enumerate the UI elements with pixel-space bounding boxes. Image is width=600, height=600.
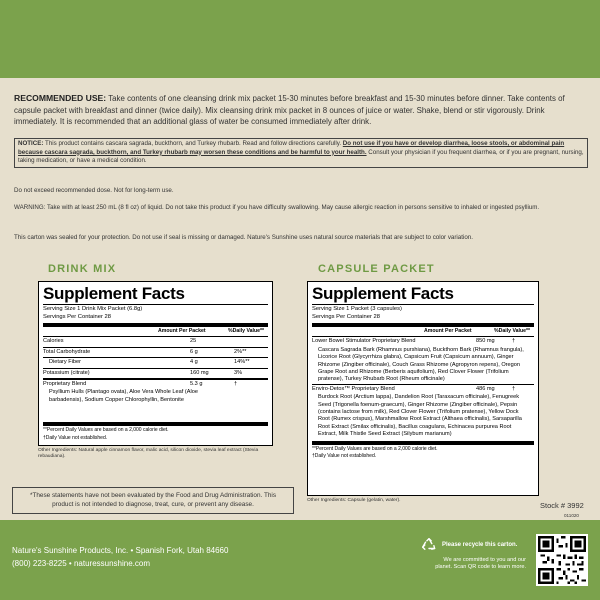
amount-header: Amount Per Packet [158,328,206,334]
drink-mix-facts-panel [38,281,273,446]
drink-mix-other-ingredients: Other Ingredients: Natural apple cinnamon flavor, malic acid, silicon dioxide, stevia leaf extract (Stevia rebaudiana). [38,448,259,460]
facts-blend-row: Proprietary Blend 5.3 g † [43,381,238,388]
drink-mix-title: DRINK MIX [48,263,117,275]
notice-label: NOTICE: [18,140,44,147]
planet-text: We are committed to you and our planet. Scan QR code to learn more. [435,557,526,571]
footnote: **Percent Daily Values are based on a 2,000 calorie diet. [312,445,438,452]
serving-size: Serving Size 1 Packet (3 capsules) [312,306,402,312]
fda-disclaimer: *These statements have not been evaluated by the Food and Drug Administration. This product is not intended to diagnose, treat, cure, or prevent any disease. [12,487,294,514]
capsule-other-ingredients: Other Ingredients: Capsule (gelatin, water). [307,498,401,503]
facts-row: Potassium (citrate) 160 mg 3% [43,369,243,376]
capsule-facts-panel [307,281,539,496]
servings-per-container: Servings Per Container 28 [43,314,111,320]
blend-detail: Burdock Root (Arctium lappa), Dandelion Root (Taraxacum officinale), Fenugreek Seed (Trigonella foenum-graecum), Ginger Rhizome (Zingiber officinale), Pepsin (contains lactose from milk), Red Clover Flower (Trifolium pratense), Yellow Dock Root (Rumex crispus), Marshmallow Root Extract (Althaea officinalis), Sarsaparilla Root Extract (Smilax officinalis), Bacillus coagulans, Echinacea purpurea Root Extract, Milk Thistle Seed Extract (Silybum marianum) [318,394,522,438]
lot-code: 011020 [564,513,579,518]
amount-header: Amount Per Packet [424,328,472,334]
long-term-text: Do not exceed recommended dose. Not for long-term use. [14,187,174,194]
facts-heading: Supplement Facts [312,284,534,305]
facts-column-header [312,327,534,336]
recycle-icon [422,538,436,552]
blend-detail: Cascara Sagrada Bark (Rhamnus purshiana), Buckthorn Bark (Rhamnus frangula), Licorice Root (Glycyrrhiza glabra), Capsicum Fruit (Capsicum annuum), Ginger Rhizome (Zingiber officinale), Couch Grass Rhizome (Agropyron repens), Oregon Grape Root and Rhizome (Berberis aquifolium), Red Clover Flower (Trifolium pratense), Turkey Rhubarb Root (Rheum officinale) [318,346,524,383]
blend-detail: Psyllium Hulls (Plantago ovata), Aloe Vera Whole Leaf (Aloe barbadensis), Sodium Copper Chlorophyllin, Bentonite [49,389,198,403]
footnote: †Daily Value not established. [43,434,108,441]
facts-row: Dietary Fiber 4 g 14%** [49,359,250,366]
facts-heading: Supplement Facts [43,284,268,305]
notice-consult: Consult your physician if you frequent diarrhea, or if you are pregnant, nursing, taking medication, or have a medical condition. [18,148,584,165]
serving-size: Serving Size 1 Drink Mix Packet (6.8g) [43,306,143,312]
recommended-use-text: Take contents of one cleansing drink mix packet 15-30 minutes before breakfast and 15-30 minutes before dinner. Take contents of capsule packet with breakfast and dinner (twice daily). Mix cleansing drink mix packet in 8 ounces of juice or water. Shake, blend or stir vigorously. Drink immediately. It is recommended that an additional glass of water be consumed immediately after drink. [14,94,565,127]
qr-code-icon[interactable] [536,534,588,586]
recommended-use [14,93,588,128]
notice-text: This product contains cascara sagrada, buckthorn, and Turkey rhubarb. Read and follow directions carefully. [45,140,342,147]
company-info [12,545,228,570]
facts-row: Calories 25 [43,338,197,345]
sealed-text: This carton was sealed for your protection. Do not use if seal is missing or damaged. Nature's Sunshine uses natural source materials that are subject to color variation. [14,234,473,241]
facts-column-header [43,327,268,336]
recommended-use-label: RECOMMENDED USE: [14,93,107,103]
recycle-title: Please recycle this carton. [442,542,518,548]
facts-blend-row: Enviro-Detox™ Proprietary Blend 486 mg † [312,385,516,392]
company-address: Nature's Sunshine Products, Inc. • Spanish Fork, Utah 84660 [12,546,229,555]
stock-number: Stock # 3992 [540,501,584,510]
dv-header: %Daily Value** [494,328,531,334]
notice-box [14,138,588,168]
warning-text: WARNING: Take with at least 250 mL (8 fl oz) of liquid. Do not take this product if you have difficulty swallowing. May cause allergic reaction in persons sensitive to inhaled or ingested psyllium. [14,204,540,211]
servings-per-container: Servings Per Container 28 [312,314,380,320]
notice-warning: Do not use if you have or develop diarrhea, loose stools, or abdominal pain because cascara sagrada, buckthorn, and Turkey rhubarb may worsen these conditions and be harmful to your health. [18,140,565,156]
dv-header: %Daily Value** [228,328,265,334]
facts-blend-row: Lower Bowel Stimulator Proprietary Blend 850 mg † [312,338,516,345]
facts-row: Total Carbohydrate 6 g 2%** [43,348,247,355]
company-contact: (800) 223-8225 • naturessunshine.com [12,558,150,568]
capsule-packet-title: CAPSULE PACKET [318,263,435,275]
footnote: **Percent Daily Values are based on a 2,000 calorie diet. [43,427,169,434]
footnote: †Daily Value not established. [312,453,377,460]
top-green-band [0,0,600,78]
